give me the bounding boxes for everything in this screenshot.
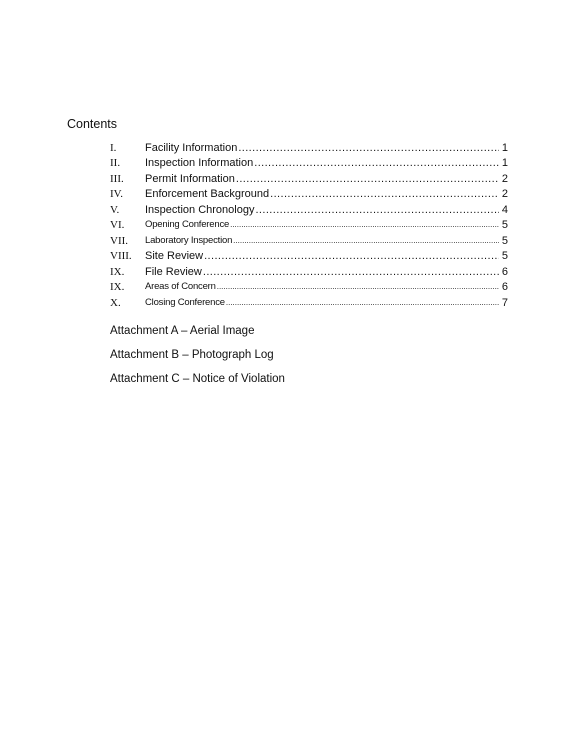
attachment-b: Attachment B – Photograph Log bbox=[110, 349, 274, 361]
toc-dot-leader bbox=[226, 296, 499, 310]
toc-entry-number: III. bbox=[110, 172, 124, 185]
toc-dot-leader bbox=[203, 265, 499, 279]
toc-entry[interactable] bbox=[110, 263, 508, 279]
toc-entry-number: X. bbox=[110, 296, 121, 309]
toc-entry-page: 6 bbox=[501, 281, 508, 293]
toc-entry-number: VIII. bbox=[110, 250, 132, 262]
contents-heading: Contents bbox=[67, 117, 118, 131]
toc-entry-page: 2 bbox=[501, 172, 508, 185]
toc-entry-number: IV. bbox=[110, 188, 123, 200]
toc-entry-title: File Review bbox=[145, 265, 202, 278]
toc-entry-title: Permit Information bbox=[145, 172, 235, 185]
toc-entry-title: Opening Conference bbox=[145, 219, 230, 230]
toc-entry-page: 5 bbox=[501, 250, 508, 262]
toc-entry-number: V. bbox=[110, 203, 120, 216]
toc-entry-page: 4 bbox=[501, 203, 508, 216]
toc-entry-number: VI. bbox=[110, 219, 125, 231]
toc-entry-page: 5 bbox=[501, 219, 508, 231]
toc-entry-number: VII. bbox=[110, 234, 129, 247]
toc-entry-page: 2 bbox=[501, 188, 508, 200]
toc-dot-leader bbox=[255, 203, 499, 217]
toc-entry[interactable] bbox=[110, 170, 508, 186]
toc-dot-leader bbox=[236, 172, 499, 186]
toc-dot-leader bbox=[238, 141, 499, 155]
toc-entry-page: 1 bbox=[501, 141, 508, 154]
toc-dot-leader bbox=[270, 187, 499, 201]
toc-entry-title: Inspection Chronology bbox=[145, 203, 255, 216]
toc-entry[interactable] bbox=[110, 186, 508, 202]
toc-dot-leader bbox=[217, 280, 499, 294]
toc-entry-title: Site Review bbox=[145, 250, 204, 262]
toc-entry-title: Areas of Concern bbox=[145, 281, 216, 292]
toc-entry-page: 6 bbox=[501, 265, 508, 278]
toc-entry-number: I. bbox=[110, 141, 117, 154]
toc-entry-page: 5 bbox=[501, 234, 508, 247]
toc-entry-number: IX. bbox=[110, 281, 125, 293]
toc-dot-leader bbox=[233, 234, 499, 248]
toc-entry-page: 1 bbox=[501, 157, 508, 169]
toc-entry[interactable] bbox=[110, 201, 508, 217]
attachment-c: Attachment C – Notice of Violation bbox=[110, 373, 285, 385]
toc-entry-title: Inspection Information bbox=[145, 157, 254, 169]
toc-entry[interactable] bbox=[110, 294, 508, 310]
toc-entry-title: Closing Conference bbox=[145, 296, 225, 308]
toc-dot-leader bbox=[204, 249, 499, 263]
toc-entry[interactable] bbox=[110, 139, 508, 155]
toc-entry[interactable] bbox=[110, 232, 508, 248]
toc-entry-number: IX. bbox=[110, 265, 125, 278]
toc-entry-title: Enforcement Background bbox=[145, 188, 270, 200]
toc-entry-title: Laboratory Inspection bbox=[145, 234, 233, 246]
toc-entry[interactable] bbox=[110, 279, 508, 295]
table-of-contents bbox=[110, 139, 508, 310]
toc-entry[interactable] bbox=[110, 217, 508, 233]
toc-entry[interactable] bbox=[110, 155, 508, 171]
toc-entry-page: 7 bbox=[501, 296, 508, 309]
toc-entry-number: II. bbox=[110, 157, 121, 169]
toc-entry-title: Facility Information bbox=[145, 141, 238, 154]
toc-entry[interactable] bbox=[110, 248, 508, 264]
toc-dot-leader bbox=[230, 218, 499, 232]
attachment-a: Attachment A – Aerial Image bbox=[110, 325, 255, 337]
toc-dot-leader bbox=[254, 156, 499, 170]
attachments-list bbox=[110, 324, 285, 396]
